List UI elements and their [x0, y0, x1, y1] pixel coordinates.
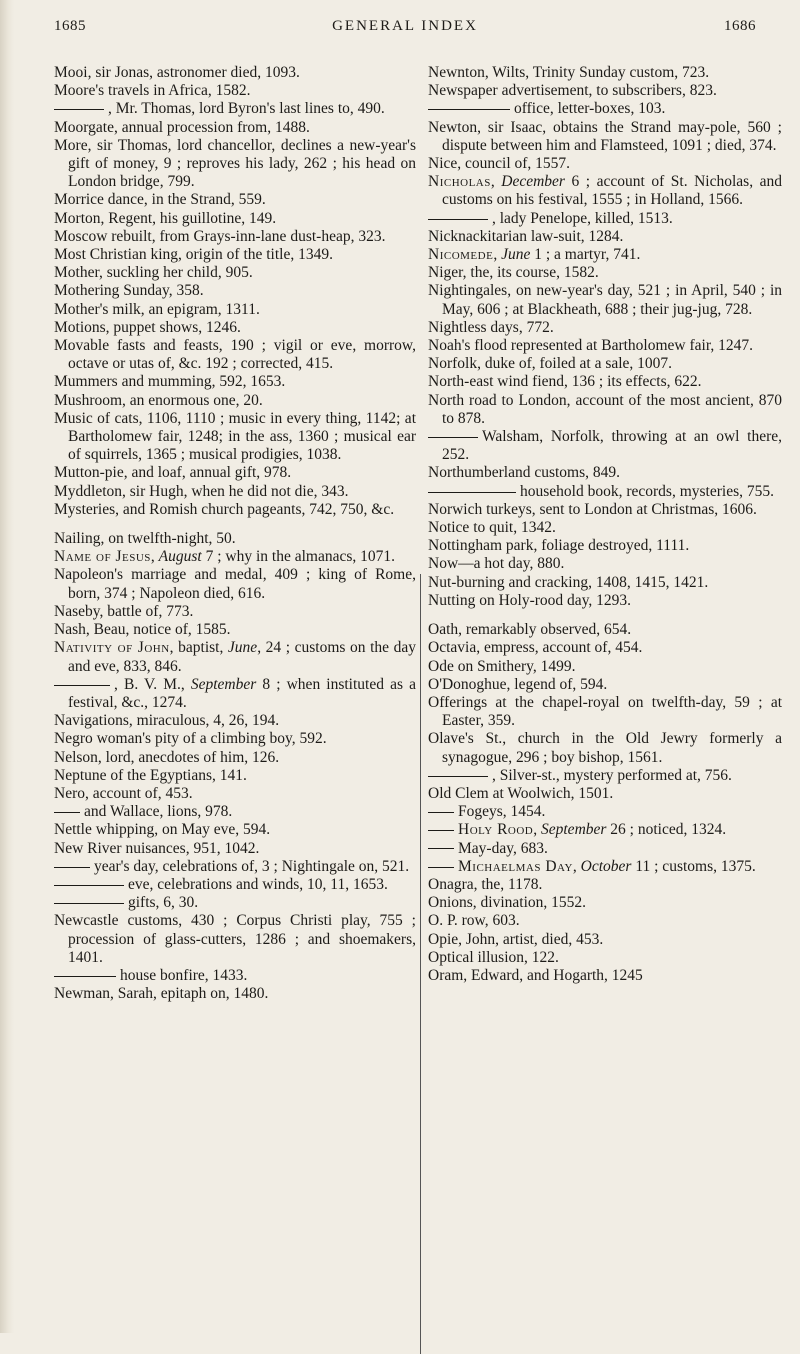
index-entry [428, 621, 782, 639]
index-entry [428, 676, 782, 694]
entry-text: December [501, 173, 565, 191]
index-entry [428, 264, 782, 282]
entry-text: , lady Penelope, killed, 1513. [492, 209, 673, 227]
index-entry [54, 548, 416, 566]
index-entry [54, 767, 416, 785]
entry-text: Nottingham park, foliage destroyed, 1111. [428, 537, 690, 555]
entry-text: Now—a hot day, 880. [428, 555, 565, 573]
index-entry [428, 894, 782, 912]
entry-text: Nailing, on twelfth-night, 50. [54, 530, 236, 548]
index-entry [428, 821, 782, 839]
entry-text: Mooi, sir Jonas, astronomer died, 1093. [54, 64, 300, 81]
index-entry [54, 337, 416, 373]
index-entry [54, 392, 416, 410]
entry-text: Old Clem at Woolwich, 1501. [428, 784, 614, 802]
entry-text: and Wallace, lions, 978. [84, 803, 233, 821]
entry-text: North road to London, account of the most ancient, 870 to 878. [428, 391, 782, 427]
entry-text: 7 ; why in the almanacs, 1071. [201, 548, 395, 566]
entry-text: More, sir Thomas, lord chancellor, declines a new-year's gift of money, 9 ; reproves his lady, 262 ; his head on London bridge, 799. [54, 136, 416, 191]
index-entry [428, 519, 782, 537]
entry-text: Nettle whipping, on May eve, 594. [54, 821, 271, 839]
index-entry [54, 501, 416, 519]
index-entry [428, 428, 782, 464]
index-entry [428, 730, 782, 766]
entry-text: Mutton-pie, and loaf, annual gift, 978. [54, 464, 292, 482]
entry-text: Newspaper advertisement, to subscribers, 823. [428, 82, 717, 100]
index-entry [54, 228, 416, 246]
index-entry [54, 894, 416, 912]
entry-text: , Silver-st., mystery performed at, 756. [492, 766, 732, 784]
entry-text: Morrice dance, in the Strand, 559. [54, 191, 266, 209]
entry-text: October [580, 857, 632, 875]
index-entry [428, 64, 782, 82]
entry-text: Most Christian king, origin of the title, 1349. [54, 246, 333, 264]
entry-text: O. P. row, 603. [428, 912, 520, 930]
entry-text: Northumberland customs, 849. [428, 464, 621, 482]
index-entry [428, 155, 782, 173]
entry-text: Nativity of John [54, 639, 170, 657]
entry-text: August [158, 548, 202, 566]
index-entry [428, 767, 782, 785]
index-entry [54, 530, 416, 548]
index-entry [54, 676, 416, 712]
index-entry [428, 464, 782, 482]
entry-text: 11 ; customs, 1375. [631, 857, 756, 875]
entry-text: Nicholas [428, 173, 491, 191]
entry-text: office, letter-boxes, 103. [514, 100, 666, 118]
entry-text: Motions, puppet shows, 1246. [54, 318, 241, 336]
ditto-dash [428, 219, 488, 220]
entry-text: , B. V. M., [114, 675, 191, 693]
index-entry [54, 410, 416, 465]
entry-text: Moscow rebuilt, from Grays-inn-lane dust-heap, 323. [54, 227, 386, 245]
index-entry [54, 119, 416, 137]
index-entry [54, 730, 416, 748]
entry-text: Newcastle customs, 430 ; Corpus Christi play, 755 ; procession of glass-cutters, 1286 ; and shoemakers, 1401. [54, 912, 416, 966]
index-entry [54, 621, 416, 639]
index-entry [54, 319, 416, 337]
entry-text: 26 ; noticed, 1324. [606, 821, 727, 839]
index-entry [428, 119, 782, 155]
entry-text: Nightingales, on new-year's day, 521 ; in April, 540 ; in May, 606 ; at Blackheath, 688 ; their jug-jug, 728. [428, 282, 782, 318]
entry-text: May-day, 683. [458, 839, 548, 857]
entry-text: Nicomede [428, 246, 494, 264]
entry-text: , 24 ; customs on the day and eve, 833, 846. [68, 639, 416, 675]
entry-text: Name of Jesus [54, 548, 151, 566]
entry-text: Nutting on Holy-rood day, 1293. [428, 591, 632, 609]
index-entry [54, 985, 416, 1003]
ditto-dash [54, 867, 90, 868]
index-entry [54, 82, 416, 100]
ditto-dash [428, 776, 488, 777]
entry-text: Naseby, battle of, 773. [54, 602, 194, 620]
entry-text: , [150, 548, 159, 566]
index-entry [428, 319, 782, 337]
index-entry [428, 173, 782, 209]
entry-text: , [490, 173, 502, 191]
index-entry [428, 694, 782, 730]
entry-text: Music of cats, 1106, 1110 ; music in every thing, 1142; at Bartholomew fair, 1248; in the ass, 1360 ; musical ear of squirrels, 1365 ; musical prodigies, 1038. [54, 409, 416, 464]
index-entry [54, 100, 416, 118]
index-entry [428, 337, 782, 355]
index-entry [54, 264, 416, 282]
ditto-dash [428, 492, 516, 493]
entry-text: household book, records, mysteries, 755. [520, 482, 774, 500]
ditto-dash [428, 109, 510, 110]
index-entry [428, 537, 782, 555]
entry-text: Oath, remarkably observed, 654. [428, 621, 632, 639]
index-entry [54, 483, 416, 501]
entry-text: Walsham, Norfolk, throwing at an owl there, 252. [442, 428, 782, 464]
page-number-right: 1686 [724, 18, 756, 34]
entry-text: Myddleton, sir Hugh, when he did not die, 343. [54, 482, 349, 500]
entry-text: Ode on Smithery, 1499. [428, 657, 576, 675]
index-entry [54, 876, 416, 894]
index-entry [428, 483, 782, 501]
index-entry [428, 592, 782, 610]
entry-text: Holy Rood [458, 821, 534, 839]
index-column-right [428, 64, 782, 985]
entry-text: Notice to quit, 1342. [428, 519, 556, 537]
index-entry [54, 785, 416, 803]
entry-text: , [572, 857, 581, 875]
entry-text: Onagra, the, 1178. [428, 875, 543, 893]
index-entry [54, 301, 416, 319]
index-entry [428, 803, 782, 821]
index-entry [428, 82, 782, 100]
entry-text: gifts, 6, 30. [128, 894, 199, 912]
entry-text: Optical illusion, 122. [428, 948, 559, 966]
entry-text: house bonfire, 1433. [120, 966, 248, 984]
ditto-dash [54, 885, 124, 886]
index-entry [54, 373, 416, 391]
index-entry [428, 228, 782, 246]
index-entry [428, 639, 782, 657]
index-entry [54, 912, 416, 967]
entry-text: Mummers and mumming, 592, 1653. [54, 373, 286, 391]
index-entry [54, 967, 416, 985]
index-entry [54, 210, 416, 228]
running-title: GENERAL INDEX [332, 18, 478, 34]
entry-text: Nelson, lord, anecdotes of him, 126. [54, 748, 280, 766]
entry-text: , [533, 821, 541, 839]
index-entry [54, 858, 416, 876]
index-entry [428, 282, 782, 318]
entry-text: Navigations, miraculous, 4, 26, 194. [54, 712, 280, 730]
index-entry [428, 840, 782, 858]
entry-text: Neptune of the Egyptians, 141. [54, 766, 247, 784]
entry-text: Nicknackitarian law-suit, 1284. [428, 227, 624, 245]
entry-text: Michaelmas Day [458, 857, 573, 875]
index-entry [428, 100, 782, 118]
entry-text: Nero, account of, 453. [54, 784, 193, 802]
index-entry [428, 555, 782, 573]
entry-text: Octavia, empress, account of, 454. [428, 639, 643, 657]
entry-text: Napoleon's marriage and medal, 409 ; king of Rome, born, 374 ; Napoleon died, 616. [54, 566, 416, 602]
index-entry [54, 821, 416, 839]
entry-text: Mushroom, an enormous one, 20. [54, 391, 263, 409]
entry-text: Nut-burning and cracking, 1408, 1415, 1421. [428, 573, 709, 591]
entry-text: Newman, Sarah, epitaph on, 1480. [54, 985, 269, 1003]
entry-text: Moorgate, annual procession from, 1488. [54, 118, 310, 136]
entry-text: Noah's flood represented at Bartholomew fair, 1247. [428, 337, 753, 355]
index-entry [54, 566, 416, 602]
index-column-left [54, 64, 416, 1003]
index-entry [428, 967, 782, 985]
entry-text: year's day, celebrations of, 3 ; Nightingale on, 521. [94, 857, 410, 875]
entry-text: North-east wind fiend, 136 ; its effects, 622. [428, 373, 702, 391]
entry-text: June [227, 639, 258, 657]
index-entry [428, 373, 782, 391]
entry-text: Movable fasts and feasts, 190 ; vigil or eve, morrow, octave or utas of, &c. 192 ; corrected, 415. [54, 337, 416, 373]
index-entry [428, 392, 782, 428]
entry-text: Oram, Edward, and Hogarth, 1245 [428, 966, 643, 984]
ditto-dash [54, 976, 116, 977]
index-entry [54, 603, 416, 621]
entry-text: eve, celebrations and winds, 10, 11, 1653. [128, 875, 388, 893]
entry-text: , Mr. Thomas, lord Byron's last lines to, 490. [108, 100, 385, 118]
ditto-dash [54, 903, 124, 904]
entry-text: Morton, Regent, his guillotine, 149. [54, 209, 277, 227]
index-entry [428, 246, 782, 264]
ditto-dash [54, 812, 80, 813]
ditto-dash [428, 830, 454, 831]
ditto-dash [428, 848, 454, 849]
index-entry [54, 282, 416, 300]
entry-text: 6 ; account of St. Nicholas, and customs on his festival, 1555 ; in Holland, 1566. [442, 173, 782, 209]
ditto-dash [54, 109, 104, 110]
index-entry [428, 858, 782, 876]
entry-text: Moore's travels in Africa, 1582. [54, 82, 251, 100]
index-entry [428, 876, 782, 894]
index-entry [428, 785, 782, 803]
page-number-left: 1685 [54, 18, 86, 34]
ditto-dash [428, 812, 454, 813]
entry-text: September [541, 821, 607, 839]
ditto-dash [428, 867, 454, 868]
entry-text: Newnton, Wilts, Trinity Sunday custom, 723. [428, 64, 710, 81]
entry-text: Niger, the, its course, 1582. [428, 264, 599, 282]
index-entry [428, 912, 782, 930]
ditto-dash [428, 437, 478, 438]
index-entry [428, 501, 782, 519]
entry-text: Mysteries, and Romish church pageants, 742, 750, &c. [54, 500, 395, 518]
entry-text: New River nuisances, 951, 1042. [54, 839, 260, 857]
entry-text: 8 ; when instituted as a festival, &c., 1274. [68, 675, 416, 711]
index-entry [54, 803, 416, 821]
index-entry [54, 191, 416, 209]
ditto-dash [54, 685, 110, 686]
index-entry [428, 931, 782, 949]
running-header [54, 18, 756, 42]
index-entry [54, 64, 416, 82]
entry-text: Fogeys, 1454. [458, 803, 546, 821]
entry-text: O'Donoghue, legend of, 594. [428, 675, 608, 693]
index-entry [428, 355, 782, 373]
index-entry [54, 137, 416, 192]
index-entry [428, 658, 782, 676]
entry-text: Nash, Beau, notice of, 1585. [54, 621, 231, 639]
entry-text: Negro woman's pity of a climbing boy, 592. [54, 730, 327, 748]
entry-text: Onions, divination, 1552. [428, 894, 587, 912]
index-entry [54, 639, 416, 675]
entry-text: Nightless days, 772. [428, 318, 554, 336]
entry-text: September [190, 675, 257, 693]
index-entry [428, 210, 782, 228]
index-entry [428, 574, 782, 592]
entry-text: , [493, 246, 502, 264]
entry-text: Norwich turkeys, sent to London at Christmas, 1606. [428, 500, 757, 518]
index-entry [54, 712, 416, 730]
entry-text: June [501, 246, 531, 264]
entry-text: Newton, sir Isaac, obtains the Strand may-pole, 560 ; dispute between him and Flamsteed, 1091 ; died, 374. [428, 118, 782, 154]
entry-text: Mothering Sunday, 358. [54, 282, 204, 300]
entry-text: Olave's St., church in the Old Jewry formerly a synagogue, 296 ; boy bishop, 1561. [428, 730, 782, 766]
entry-text: Mother, suckling her child, 905. [54, 264, 253, 282]
entry-text: , baptist, [169, 639, 228, 657]
index-entry [54, 246, 416, 264]
entry-text: Offerings at the chapel-royal on twelfth-day, 59 ; at Easter, 359. [428, 693, 782, 730]
entry-text: Nice, council of, 1557. [428, 155, 571, 173]
entry-text: Norfolk, duke of, foiled at a sale, 1007. [428, 355, 673, 373]
entry-text: Mother's milk, an epigram, 1311. [54, 300, 260, 318]
index-entry [54, 464, 416, 482]
index-entry [54, 840, 416, 858]
index-entry [54, 749, 416, 767]
entry-text: Opie, John, artist, died, 453. [428, 930, 604, 948]
index-entry [428, 949, 782, 967]
page-binding-shadow [0, 0, 14, 1333]
entry-text: 1 ; a martyr, 741. [530, 246, 641, 264]
